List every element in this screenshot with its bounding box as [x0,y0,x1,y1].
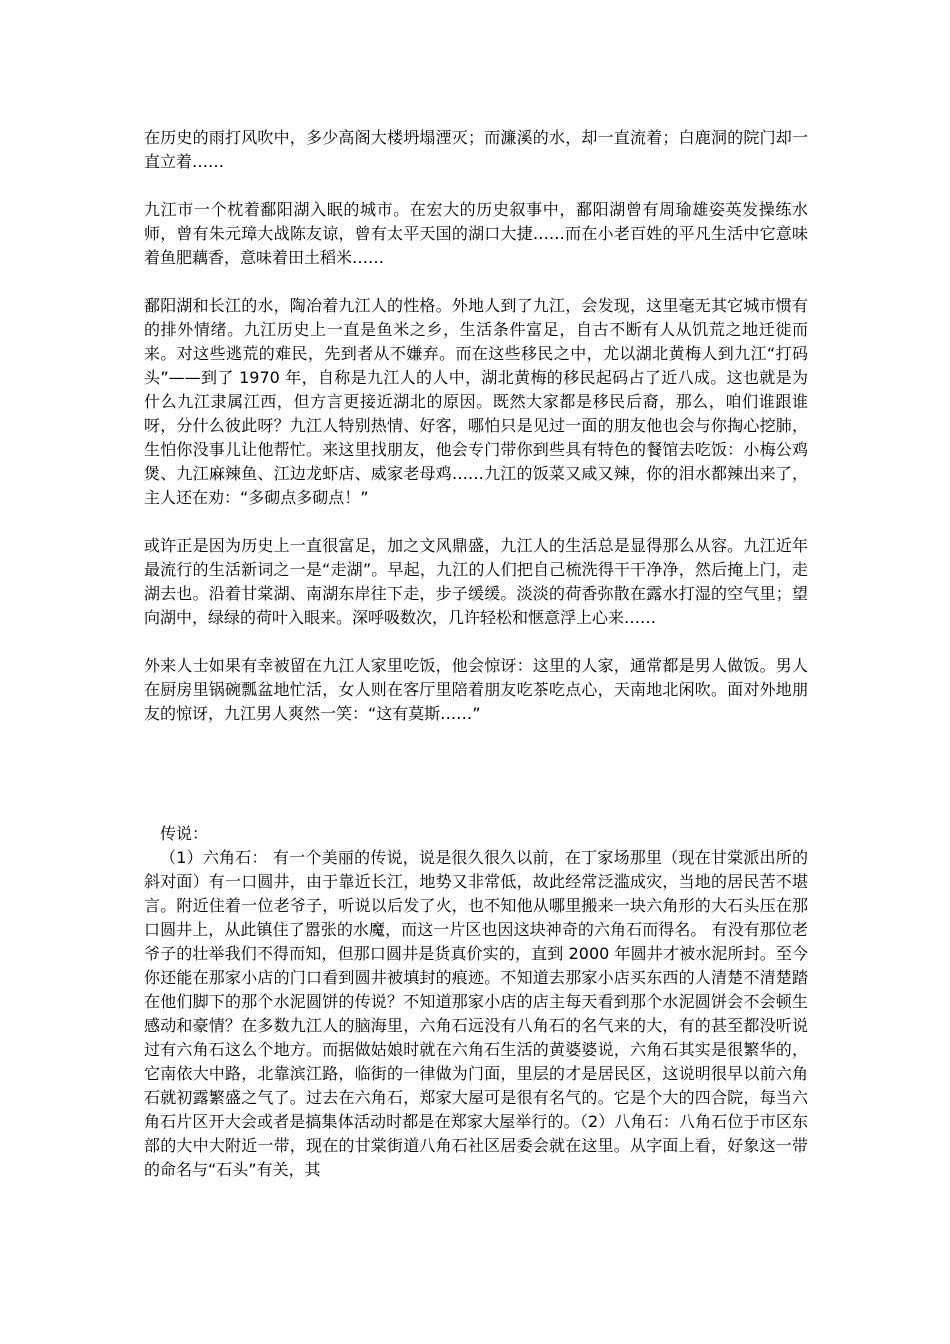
paragraph-walking-lake: 或许正是因为历史上一直很富足，加之文风鼎盛，九江人的生活总是显得那么从容。九江近年最流行的生活新词之一是“走湖”。早起，九江的人们把自己梳洗得干干净净，然后掩上门，走湖去也。沿着甘棠湖、南湖东岸往下走，步子缓缓。淡淡的荷香弥散在露水打湿的空气里；望向湖中，绿绿的荷叶入眼来。深呼吸数次，几许轻松和惬意浮上心来…… [144,536,808,627]
paragraph-intro: 在历史的雨打风吹中，多少高阁大楼坍塌湮灭；而濂溪的水，却一直流着；白鹿洞的院门却一直立着…… [144,128,808,171]
legend-heading: 传说： [160,824,209,843]
paragraph-poyang-lake: 九江市一个枕着鄱阳湖入眠的城市。在宏大的历史叙事中，鄱阳湖曾有周瑜雄姿英发操练水师，曾有朱元璋大战陈友谅，曾有太平天国的湖口大捷……而在小老百姓的平凡生活中它意味着鱼肥藕香，意味着田土稻米…… [144,200,808,267]
paragraph-character: 鄱阳湖和长江的水，陶冶着九江人的性格。外地人到了九江，会发现，这里毫无其它城市惯有的排外情绪。九江历史上一直是鱼米之乡，生活条件富足，自古不断有人从饥荒之地迁徙而来。对这些逃荒的难民，先到者从不嫌弃。而在这些移民之中，尤以湖北黄梅人到九江“打码头”——到了 1970 年，自称是九江人的人中，湖北黄梅的移民起码占了近八成。这也就是为什么九江隶属江西，但方言更接近湖北的原因。既然大家都是移民后裔，那么，咱们谁跟谁呀，分什么彼此呀？九江人特别热情、好客，哪怕只是见过一面的朋友他也会与你掏心挖肺，生怕你没事儿让他帮忙。来这里找朋友，他会专门带你到些具有特色的餐馆去吃饭：小梅公鸡煲、九江麻辣鱼、江边龙虾店、威家老母鸡……九江的饭菜又咸又辣，你的泪水都辣出来了，主人还在劝：“多砌点多砌点！” [144,296,808,507]
section-gap [144,750,808,822]
document-body [144,126,808,1182]
legend-text: （1）六角石： 有一个美丽的传说，说是很久很久以前，在丁家场那里（现在甘棠派出所的斜对面）有一口圆井，由于靠近长江，地势又非常低，故此经常泛滥成灾，当地的居民苦不堪言。附近住着一位老爷子，听说以后发了火，也不知他从哪里搬来一块六角形的大石头压在那口圆井上，从此镇住了嚣张的水魔，而这一片区也因这块神奇的六角石而得名。 有没有那位老爷子的壮举我们不得而知，但那口圆井是货真价实的，直到 2000 年圆井才被水泥所封。至今你还能在那家小店的门口看到圆井被填封的痕迹。不知道去那家小店买东西的人清楚不清楚踏在他们脚下的那个水泥圆饼的传说？不知道那家小店的店主每天看到那个水泥圆饼会不会顿生感动和豪情？在多数九江人的脑海里，六角石远没有八角石的名气来的大，有的甚至都没听说过有六角石这么个地方。而据做姑娘时就在六角石生活的黄婆婆说，六角石其实是很繁华的，它南依大中路，北靠滨江路，临街的一律做为门面，里层的才是居民区，这说明很早以前六角石就初露繁盛之气了。过去在六角石，郑家大屋可是很有名气的。它是个大的四合院，每当六角石片区开大会或者是搞集体活动时都是在郑家大屋举行的。（2）八角石：八角石位于市区东部的大中大附近一带，现在的甘棠街道八角石社区居委会就在这里。从字面上看，好象这一带的命名与“石头”有关，其 [144,848,808,1179]
paragraph-men-cooking: 外来人士如果有幸被留在九江人家里吃饭，他会惊讶：这里的人家，通常都是男人做饭。男人在厨房里锅碗瓢盆地忙活，女人则在客厅里陪着朋友吃茶吃点心，天南地北闲吹。面对外地朋友的惊讶，九江男人爽然一笑：“这有莫斯……” [144,656,808,723]
